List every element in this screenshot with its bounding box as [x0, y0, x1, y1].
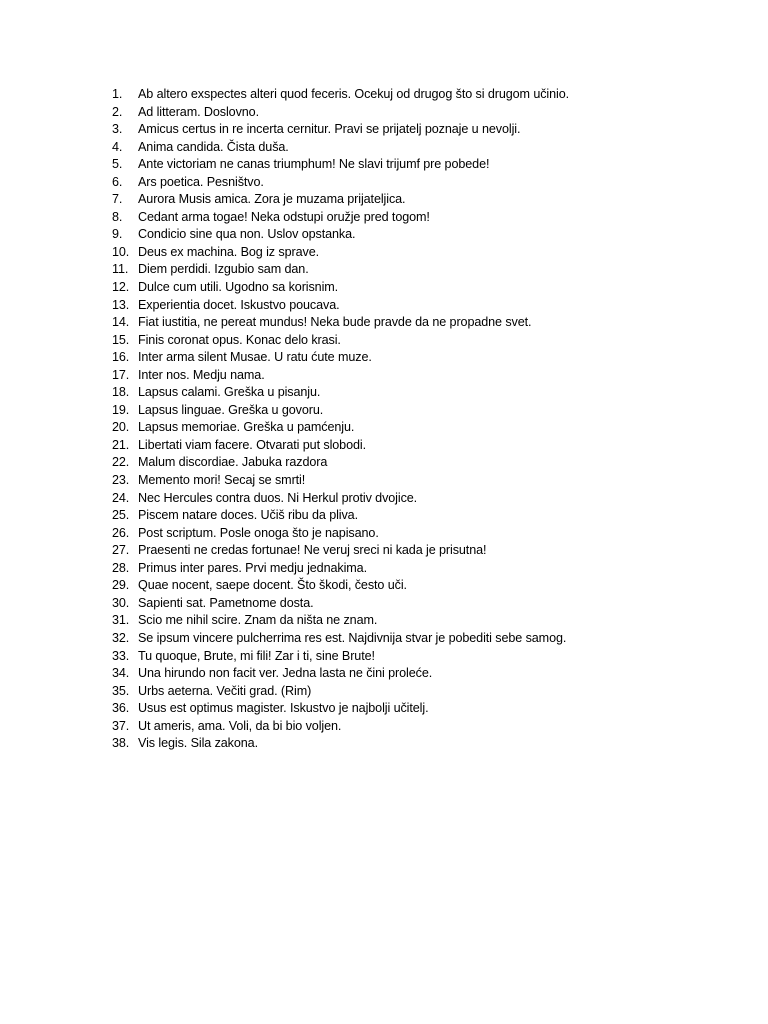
list-item — [112, 437, 732, 455]
list-item — [112, 244, 732, 262]
list-item — [112, 279, 732, 297]
list-item-number: 1. — [112, 87, 123, 101]
list-item-text: Fiat iustitia, ne pereat mundus! Neka bude pravde da ne propadne svet. — [138, 315, 532, 330]
list-item-text: Scio me nihil scire. Znam da ništa ne znam. — [138, 613, 378, 628]
list-item — [112, 472, 732, 490]
list-item — [112, 104, 732, 122]
list-item-text: Una hirundo non facit ver. Jedna lasta ne čini proleće. — [138, 666, 433, 681]
list-item-number: 37. — [112, 718, 130, 733]
list-item-number: 14. — [112, 315, 130, 330]
list-item-text: Libertati viam facere. Otvarati put slobodi. — [138, 437, 366, 452]
list-item-text: Ars poetica. Pesništvo. — [138, 174, 264, 189]
list-item — [112, 86, 732, 104]
list-item-text: Vis legis. Sila zakona. — [138, 736, 258, 751]
list-item — [112, 332, 732, 350]
list-item-number: 38. — [112, 736, 130, 751]
list-item-number: 15. — [112, 332, 130, 347]
list-item-text: Praesenti ne credas fortunae! Ne veruj sreci ni kada je prisutna! — [138, 543, 487, 558]
list-item-text: Aurora Musis amica. Zora je muzama prijateljica. — [138, 192, 406, 207]
list-item-number: 6. — [112, 174, 123, 189]
list-item-number: 11. — [112, 262, 129, 277]
list-item-number: 7. — [112, 192, 123, 207]
list-item-text: Memento mori! Secaj se smrti! — [138, 473, 306, 488]
list-item-number: 32. — [112, 630, 130, 645]
list-item — [112, 191, 732, 209]
list-item-number: 25. — [112, 508, 130, 523]
list-item-text: Ad litteram. Doslovno. — [138, 104, 259, 119]
list-item — [112, 542, 732, 560]
list-item-number: 35. — [112, 683, 130, 698]
list-item-text: Lapsus memoriae. Greška u pamćenju. — [138, 420, 355, 435]
list-item-text: Condicio sine qua non. Uslov opstanka. — [138, 227, 356, 242]
list-item — [112, 297, 732, 315]
list-item-text: Primus inter pares. Prvi medju jednakima. — [138, 560, 367, 575]
list-item-text: Cedant arma togae! Neka odstupi oružje pred togom! — [138, 209, 430, 224]
list-item-text: Malum discordiae. Jabuka razdora — [138, 455, 328, 470]
list-item — [112, 630, 732, 648]
list-item-number: 18. — [112, 385, 130, 400]
list-item — [112, 209, 732, 227]
list-item-text: Ab altero exspectes alteri quod feceris. Ocekuj od drugog što si drugom učinio. — [138, 87, 570, 101]
list-item-number: 26. — [112, 525, 130, 540]
list-item-number: 12. — [112, 280, 130, 295]
list-item-text: Tu quoque, Brute, mi fili! Zar i ti, sine Brute! — [138, 648, 375, 663]
list-item-number: 20. — [112, 420, 130, 435]
list-item — [112, 665, 732, 683]
list-item — [112, 454, 732, 472]
list-item-number: 16. — [112, 350, 130, 365]
list-item-number: 36. — [112, 701, 130, 716]
list-item-number: 8. — [112, 209, 123, 224]
phrase-list — [112, 86, 732, 753]
list-item-text: Inter nos. Medju nama. — [138, 367, 265, 382]
list-item-text: Lapsus linguae. Greška u govoru. — [138, 402, 324, 417]
list-item-number: 22. — [112, 455, 130, 470]
list-item-number: 24. — [112, 490, 130, 505]
list-item — [112, 560, 732, 578]
list-item — [112, 490, 732, 508]
list-item-text: Ante victoriam ne canas triumphum! Ne slavi trijumf pre pobede! — [138, 157, 490, 172]
list-item — [112, 314, 732, 332]
list-item — [112, 139, 732, 157]
list-item — [112, 156, 732, 174]
list-item-text: Ut ameris, ama. Voli, da bi bio voljen. — [138, 718, 342, 733]
list-item-number: 29. — [112, 578, 130, 593]
list-item — [112, 226, 732, 244]
list-item-number: 21. — [112, 437, 130, 452]
list-item-text: Se ipsum vincere pulcherrima res est. Najdivnija stvar je pobediti sebe samog. — [138, 630, 567, 645]
list-item-number: 3. — [112, 122, 123, 137]
list-item — [112, 384, 732, 402]
list-item-number: 28. — [112, 560, 130, 575]
list-item — [112, 419, 732, 437]
list-item — [112, 121, 732, 139]
list-item — [112, 367, 732, 385]
list-item-text: Finis coronat opus. Konac delo krasi. — [138, 332, 341, 347]
list-item-number: 4. — [112, 139, 123, 154]
list-item-text: Lapsus calami. Greška u pisanju. — [138, 385, 321, 400]
list-item-number: 9. — [112, 227, 123, 242]
list-item-text: Post scriptum. Posle onoga što je napisano. — [138, 525, 379, 540]
list-item-number: 2. — [112, 104, 123, 119]
list-item-number: 33. — [112, 648, 130, 663]
list-item — [112, 700, 732, 718]
list-item — [112, 612, 732, 630]
list-item-number: 5. — [112, 157, 123, 172]
list-item-text: Usus est optimus magister. Iskustvo je najbolji učitelj. — [138, 701, 429, 716]
list-item — [112, 174, 732, 192]
list-item-text: Sapienti sat. Pametnome dosta. — [138, 595, 314, 610]
list-item — [112, 525, 732, 543]
list-item-text: Piscem natare doces. Učiš ribu da pliva. — [138, 508, 358, 523]
list-item — [112, 735, 732, 753]
list-item — [112, 595, 732, 613]
list-item-number: 19. — [112, 402, 130, 417]
list-item — [112, 683, 732, 701]
list-item-text: Diem perdidi. Izgubio sam dan. — [138, 262, 309, 277]
list-item-number: 17. — [112, 367, 130, 382]
list-item-number: 10. — [112, 244, 130, 259]
list-item-number: 31. — [112, 613, 130, 628]
list-item — [112, 349, 732, 367]
list-item — [112, 261, 732, 279]
list-item-number: 27. — [112, 543, 130, 558]
list-item-number: 30. — [112, 595, 130, 610]
list-item-text: Anima candida. Čista duša. — [138, 139, 289, 154]
list-item-text: Inter arma silent Musae. U ratu ćute muze. — [138, 350, 372, 365]
list-item-text: Nec Hercules contra duos. Ni Herkul protiv dvojice. — [138, 490, 418, 505]
list-item — [112, 507, 732, 525]
list-item — [112, 577, 732, 595]
list-item — [112, 648, 732, 666]
list-item-number: 23. — [112, 473, 130, 488]
list-item-text: Amicus certus in re incerta cernitur. Pravi se prijatelj poznaje u nevolji. — [138, 122, 521, 137]
list-item-number: 34. — [112, 666, 130, 681]
list-item-text: Experientia docet. Iskustvo poucava. — [138, 297, 340, 312]
list-item — [112, 402, 732, 420]
list-item — [112, 718, 732, 736]
list-item-text: Deus ex machina. Bog iz sprave. — [138, 244, 319, 259]
list-item-text: Quae nocent, saepe docent. Što škodi, često uči. — [138, 578, 407, 593]
list-item-text: Urbs aeterna. Večiti grad. (Rim) — [138, 683, 312, 698]
list-item-text: Dulce cum utili. Ugodno sa korisnim. — [138, 280, 339, 295]
list-item-number: 13. — [112, 297, 130, 312]
